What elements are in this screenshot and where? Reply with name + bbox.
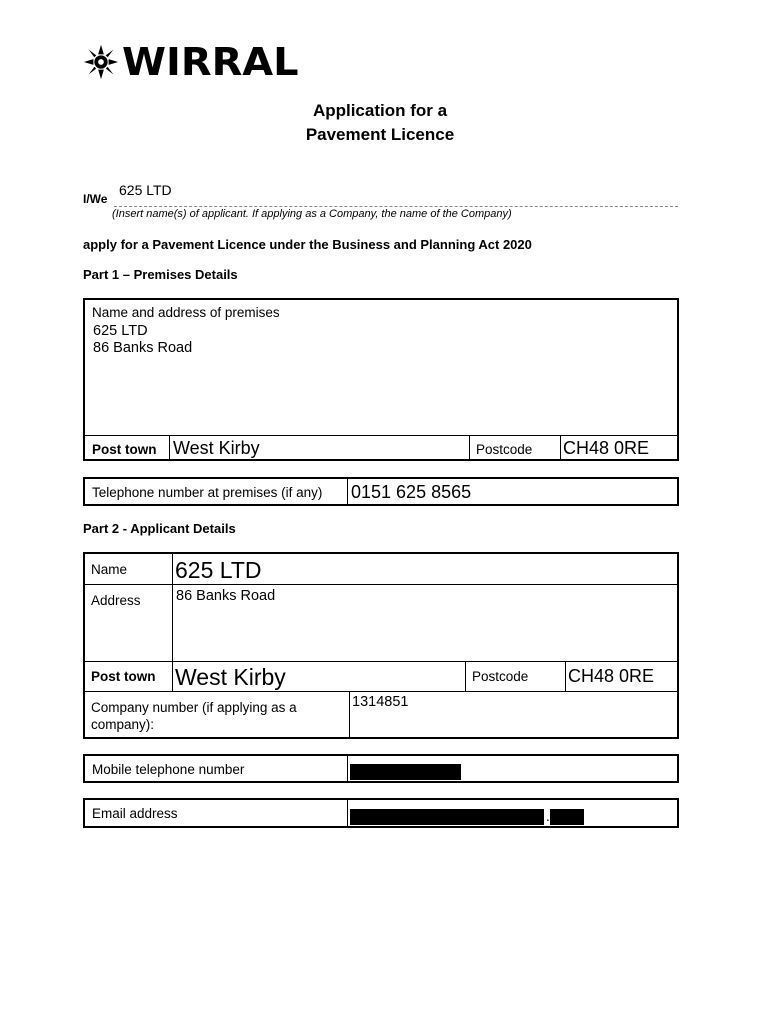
applicant-company-divider [349, 691, 350, 737]
premises-telephone-field[interactable]: 0151 625 8565 [351, 482, 472, 502]
premises-name-address-line2[interactable]: 86 Banks Road [93, 340, 193, 356]
applicant-name-field[interactable]: 625 LTD [119, 182, 172, 198]
premises-telephone-label: Telephone number at premises (if any) [92, 485, 323, 500]
applicant-label-divider [172, 554, 173, 661]
applicant-line-label: I/We [83, 192, 108, 206]
applicant-row-rule-2 [85, 661, 677, 662]
applicant-box [83, 552, 679, 739]
applicant-town-divider [172, 661, 173, 691]
applicant-post-town-field[interactable]: West Kirby [175, 664, 286, 690]
applicant-post-town-label: Post town [91, 669, 156, 684]
premises-name-address-line1[interactable]: 625 LTD [93, 323, 148, 339]
apply-statement: apply for a Pavement Licence under the Business and Planning Act 2020 [83, 237, 532, 252]
mobile-redacted-field[interactable] [350, 764, 461, 780]
premises-postcode-label: Postcode [476, 442, 533, 457]
page-title-line2: Pavement Licence [305, 125, 455, 144]
mobile-label: Mobile telephone number [92, 762, 245, 777]
page-title-line1: Application for a [312, 101, 448, 120]
applicant-line-rule [114, 206, 678, 207]
applicant-postcode-label: Postcode [472, 669, 529, 684]
applicant-company-number-label: Company number (if applying as a company): [91, 700, 297, 732]
applicant-postcode-divider-b [565, 661, 566, 691]
mobile-box [83, 754, 679, 783]
applicant-row-rule-1 [85, 584, 677, 585]
premises-post-town-label: Post town [92, 442, 157, 457]
applicant-company-number-field[interactable]: 1314851 [352, 694, 409, 710]
applicant-postcode-divider-a [465, 661, 466, 691]
applicant-postcode-field[interactable]: CH48 0RE [568, 666, 655, 686]
email-redacted-field-local[interactable] [350, 809, 544, 825]
applicant-name-field[interactable]: 625 LTD [175, 557, 262, 583]
premises-postcode-divider-b [560, 435, 561, 459]
email-separator: . [546, 809, 550, 824]
email-divider [347, 800, 348, 826]
mobile-divider [347, 756, 348, 781]
premises-post-town-field[interactable]: West Kirby [173, 438, 260, 458]
part2-heading: Part 2 - Applicant Details [83, 521, 236, 536]
wirral-emblem-icon [82, 43, 120, 81]
part1-heading: Part 1 – Premises Details [83, 267, 238, 282]
applicant-address-field[interactable]: 86 Banks Road [176, 588, 276, 604]
email-box [83, 798, 679, 828]
premises-telephone-divider [347, 479, 348, 504]
email-redacted-field-domain[interactable] [550, 809, 584, 825]
email-label: Email address [92, 806, 178, 821]
premises-name-address-label: Name and address of premises [92, 305, 280, 320]
premises-post-town-divider [169, 435, 170, 459]
premises-postcode-divider-a [469, 435, 470, 459]
applicant-line-hint: (Insert name(s) of applicant. If applying as a Company, the name of the Company) [112, 208, 512, 220]
applicant-address-label: Address [91, 593, 141, 608]
applicant-row-rule-3 [85, 691, 677, 692]
premises-box [83, 298, 679, 461]
applicant-name-label: Name [91, 562, 128, 577]
premises-postcode-field[interactable]: CH48 0RE [563, 438, 650, 458]
wirral-logo [82, 40, 299, 84]
logo-wordmark: WIRRAL [122, 40, 299, 84]
premises-telephone-box [83, 477, 679, 506]
